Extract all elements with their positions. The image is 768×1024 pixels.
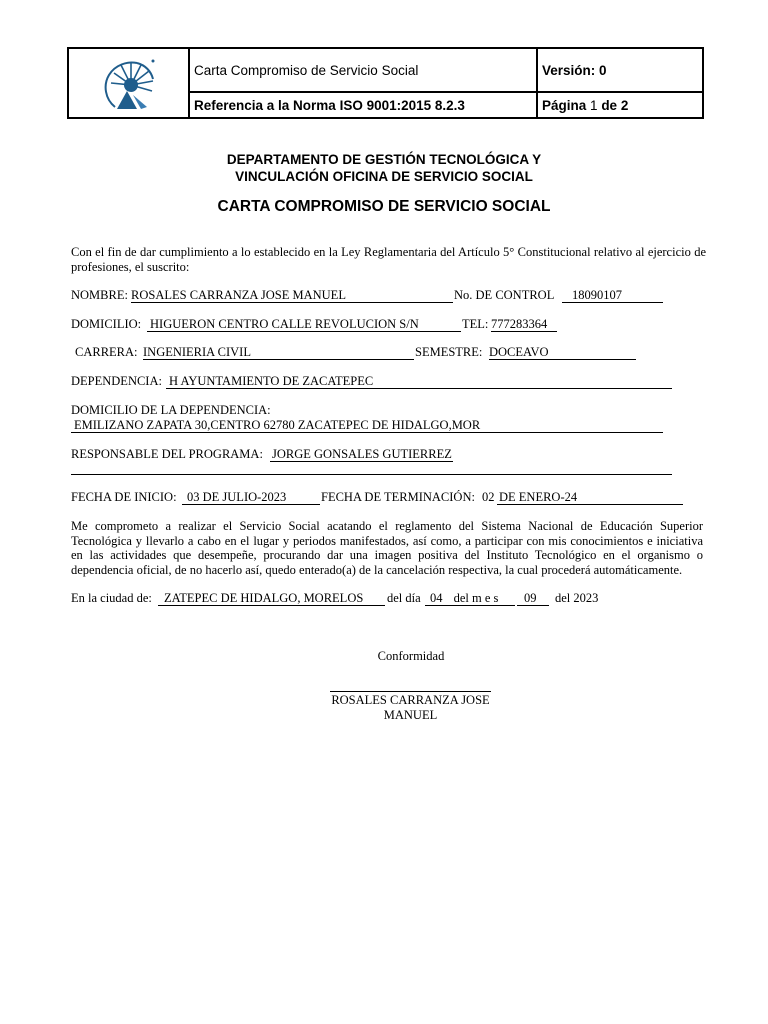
domicilio-field bbox=[147, 317, 461, 332]
domicilio-label: DOMICILIO: bbox=[71, 317, 142, 331]
header-doc-title: Carta Compromiso de Servicio Social bbox=[194, 63, 419, 78]
page-prefix: Página bbox=[542, 98, 587, 113]
nombre-label: NOMBRE: bbox=[71, 288, 128, 302]
header-version: Versión: 0 bbox=[542, 63, 607, 78]
header-divider bbox=[536, 49, 538, 117]
responsable-value: JORGE GONSALES GUTIERREZ bbox=[272, 447, 452, 461]
control-value: 18090107 bbox=[572, 288, 622, 302]
signer-name-line1: ROSALES CARRANZA JOSE bbox=[331, 693, 490, 707]
dom-dependencia-value: EMILIZANO ZAPATA 30,CENTRO 62780 ZACATEPEC DE HIDALGO,MOR bbox=[74, 418, 481, 432]
conformidad-label: Conformidad bbox=[377, 649, 445, 663]
header-divider bbox=[188, 49, 190, 117]
nombre-field bbox=[131, 288, 453, 303]
tel-label: TEL: bbox=[462, 317, 489, 331]
city-label: En la ciudad de: bbox=[71, 591, 152, 605]
day-value: 04 bbox=[430, 591, 443, 605]
tel-value: 777283364 bbox=[491, 317, 548, 331]
month-label: del m e s bbox=[453, 591, 499, 605]
header-page-number bbox=[542, 98, 628, 113]
responsable-extra-line bbox=[71, 474, 672, 475]
dependencia-field bbox=[166, 374, 672, 389]
page-total: de 2 bbox=[601, 98, 629, 113]
dependencia-label: DEPENDENCIA: bbox=[71, 374, 162, 388]
department-title-line1: DEPARTAMENTO DE GESTIÓN TECNOLÓGICA Y bbox=[226, 152, 542, 167]
header-divider bbox=[188, 91, 702, 93]
nombre-value: ROSALES CARRANZA JOSE MANUEL bbox=[131, 288, 346, 302]
city-value: ZATEPEC DE HIDALGO, MORELOS bbox=[164, 591, 364, 605]
fecha-termino-prefix: 02 bbox=[482, 490, 495, 504]
dom-dependencia-field bbox=[71, 418, 663, 433]
fecha-inicio-field bbox=[182, 490, 320, 505]
month-value: 09 bbox=[524, 591, 537, 605]
year-text: del 2023 bbox=[555, 591, 599, 605]
carrera-field bbox=[143, 345, 414, 360]
document-main-title: CARTA COMPROMISO DE SERVICIO SOCIAL bbox=[217, 198, 551, 215]
intro-paragraph: Con el fin de dar cumplimiento a lo establecido en la Ley Reglamentaria del Artículo 5° Constitucional relativo al ejercicio de profesiones, el suscrito: bbox=[71, 245, 706, 274]
fecha-termino-value: DE ENERO-24 bbox=[499, 490, 578, 504]
document-header bbox=[67, 47, 704, 119]
responsable-label: RESPONSABLE DEL PROGRAMA: bbox=[71, 447, 263, 461]
fecha-inicio-label: FECHA DE INICIO: bbox=[71, 490, 177, 504]
signer-name-line2: MANUEL bbox=[383, 708, 438, 722]
department-title-line2: VINCULACIÓN OFICINA DE SERVICIO SOCIAL bbox=[235, 169, 533, 184]
carrera-label: CARRERA: bbox=[75, 345, 138, 359]
day-label: del día bbox=[387, 591, 421, 605]
dependencia-value: H AYUNTAMIENTO DE ZACATEPEC bbox=[169, 374, 374, 388]
month-field bbox=[517, 591, 549, 606]
domicilio-value: HIGUERON CENTRO CALLE REVOLUCION S/N bbox=[150, 317, 419, 331]
header-iso-reference: Referencia a la Norma ISO 9001:2015 8.2.3 bbox=[194, 98, 465, 113]
commitment-paragraph: Me comprometo a realizar el Servicio Social acatando el reglamento del Sistema Nacional de Educación Superior Tecnológica y llevarlo a cabo en el lugar y periodos manifestados, así como, a participar con mis conocimientos e iniciativa en las actividades que desempeñe, procurando dar una imagen positiva del Instituto Tecnológico en el organismo o dependencia oficial, de no hacerlo así, quedo enterado(a) de la cancelación respectiva, la cual procederá automáticamente. bbox=[71, 519, 703, 577]
control-label: No. DE CONTROL bbox=[454, 288, 555, 302]
semestre-value: DOCEAVO bbox=[489, 345, 549, 359]
signature-line bbox=[330, 691, 491, 692]
city-field bbox=[158, 591, 385, 606]
semestre-field bbox=[489, 345, 636, 360]
responsable-field bbox=[270, 447, 453, 462]
fecha-termino-label: FECHA DE TERMINACIÓN: bbox=[321, 490, 475, 504]
carrera-value: INGENIERIA CIVIL bbox=[143, 345, 251, 359]
institution-logo bbox=[97, 55, 159, 113]
semestre-label: SEMESTRE: bbox=[415, 345, 483, 359]
day-field bbox=[425, 591, 515, 606]
fecha-inicio-value: 03 DE JULIO-2023 bbox=[187, 490, 287, 504]
control-field bbox=[562, 288, 663, 303]
tel-field bbox=[491, 317, 557, 332]
fecha-termino-field bbox=[497, 490, 683, 505]
page-current: 1 bbox=[590, 98, 598, 113]
dom-dependencia-label: DOMICILIO DE LA DEPENDENCIA: bbox=[71, 403, 271, 417]
